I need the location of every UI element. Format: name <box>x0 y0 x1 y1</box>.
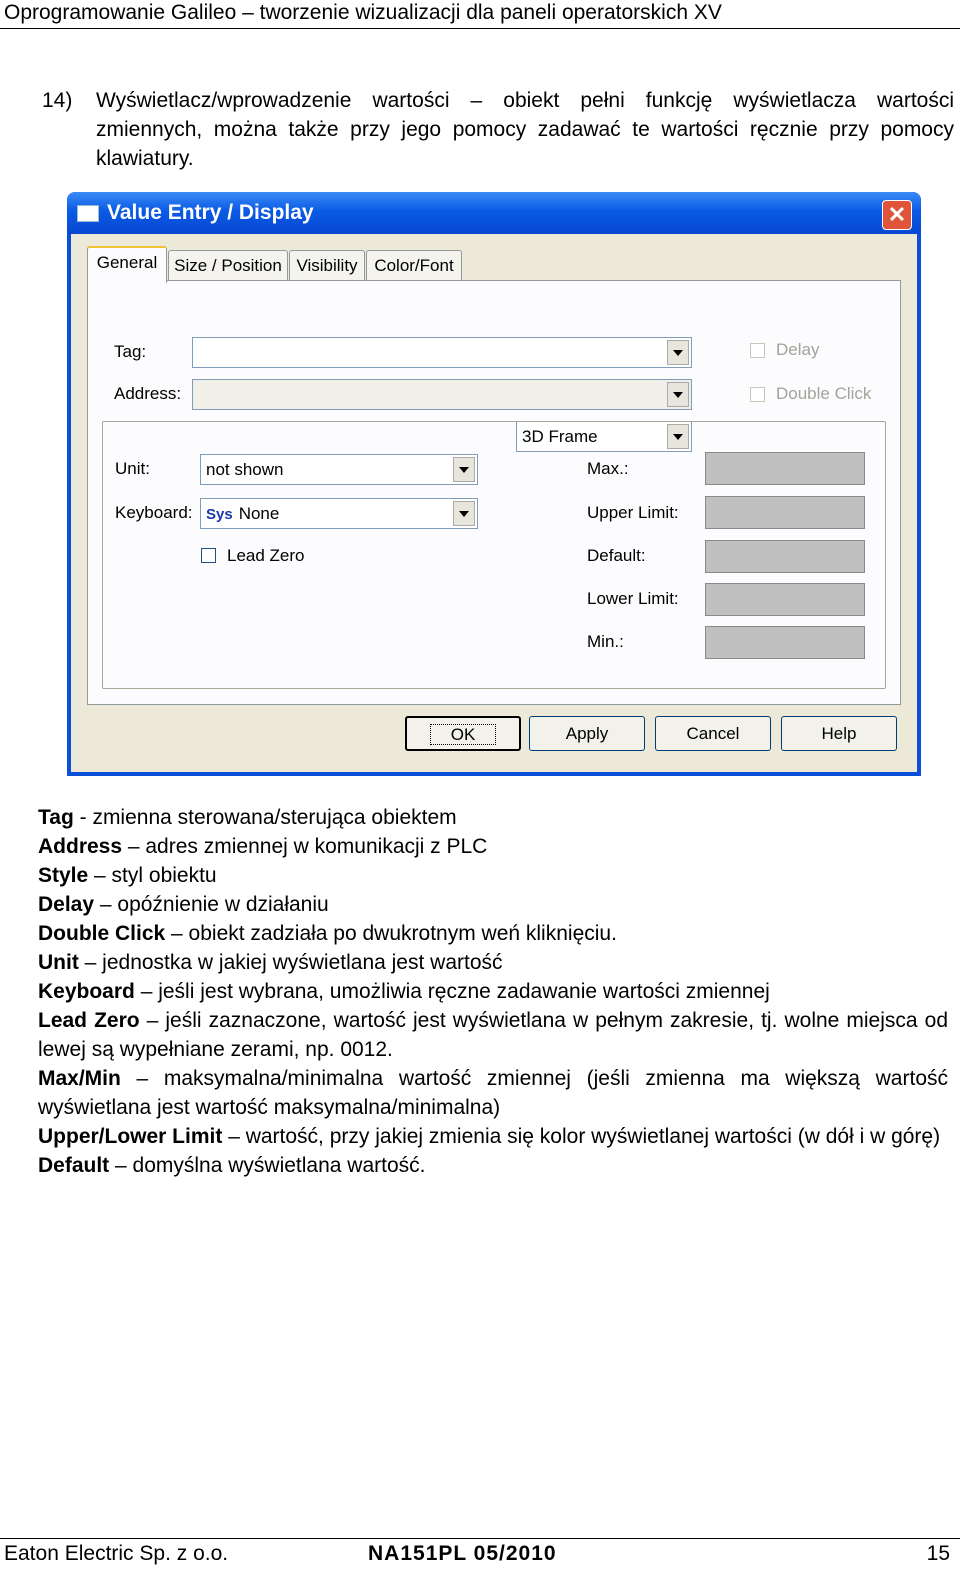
max-label: Max.: <box>587 459 629 478</box>
desc-item: Max/Min – maksymalna/minimalna wartość zmiennej (jeśli zmienna ma większą wartość wyświetlana jest wartość maksymalna/minimalna) <box>38 1067 948 1119</box>
desc-item: Style – styl obiektu <box>38 864 217 887</box>
apply-button[interactable]: Apply <box>529 716 645 751</box>
value-group <box>102 421 886 689</box>
keyboard-label: Keyboard: <box>115 503 193 522</box>
delay-label: Delay <box>776 340 820 359</box>
dialog-client <box>71 234 917 772</box>
upper-limit-label: Upper Limit: <box>587 503 679 522</box>
delay-checkbox[interactable] <box>750 343 765 358</box>
page-number: 15 <box>926 1542 950 1565</box>
cancel-button[interactable]: Cancel <box>655 716 771 751</box>
dialog-title: Value Entry / Display <box>107 201 314 224</box>
default-label: Default: <box>587 546 646 565</box>
page-footer <box>0 1538 960 1585</box>
min-field[interactable] <box>705 626 865 659</box>
unit-combo[interactable] <box>200 454 478 485</box>
desc-item: Delay – opóźnienie w działaniu <box>38 893 329 916</box>
page-header <box>0 0 960 29</box>
intro-text: Wyświetlacz/wprowadzenie wartości – obiekt pełni funkcję wyświetlacza wartości zmiennych, można także przy jego pomocy zadawać te wartości ręcznie przy pomocy klawiatury. <box>96 89 954 170</box>
double-click-checkbox[interactable] <box>750 387 765 402</box>
desc-item: Tag - zmienna sterowana/sterująca obiektem <box>38 806 457 829</box>
desc-item: Default – domyślna wyświetlana wartość. <box>38 1154 426 1177</box>
unit-value: not shown <box>206 460 284 479</box>
footer-company: Eaton Electric Sp. z o.o. <box>4 1542 229 1565</box>
tab-general[interactable]: General <box>87 246 167 283</box>
footer-code: NA151PL 05/2010 <box>368 1542 557 1565</box>
desc-item: Unit – jednostka w jakiej wyświetlana jest wartość <box>38 951 503 974</box>
dialog-titlebar[interactable] <box>67 192 921 234</box>
desc-item: Address – adres zmiennej w komunikacji z PLC <box>38 835 488 858</box>
value-entry-dialog <box>67 192 921 776</box>
default-field[interactable] <box>705 540 865 573</box>
lead-zero-label: Lead Zero <box>227 546 305 565</box>
keyboard-value <box>206 503 279 526</box>
chevron-down-icon[interactable] <box>667 382 689 407</box>
double-click-label: Double Click <box>776 384 872 403</box>
chevron-down-icon[interactable] <box>667 340 689 365</box>
address-label: Address: <box>114 384 182 403</box>
address-combo[interactable] <box>192 379 692 410</box>
tab-visibility[interactable]: Visibility <box>289 250 365 281</box>
tab-size-position[interactable]: Size / Position <box>168 250 288 281</box>
lead-zero-checkbox[interactable] <box>201 548 216 563</box>
item-number: 14) <box>42 89 73 112</box>
close-icon[interactable]: ✕ <box>882 200 912 230</box>
style-value: 3D Frame <box>522 427 598 446</box>
desc-item: Upper/Lower Limit – wartość, przy jakiej zmienia się kolor wyświetlanej wartości (w dół i w górę) <box>38 1125 941 1148</box>
desc-item: Keyboard – jeśli jest wybrana, umożliwia ręczne zadawanie wartości zmiennej <box>38 980 770 1003</box>
desc-item: Lead Zero – jeśli zaznaczone, wartość jest wyświetlana w pełnym zakresie, tj. wolne miejsca od lewej są wypełniane zerami, np. 0012. <box>38 1009 949 1061</box>
ok-button[interactable] <box>405 716 521 751</box>
keyboard-value-text: None <box>238 504 280 523</box>
tag-combo[interactable] <box>192 337 692 368</box>
keyboard-combo[interactable] <box>200 498 478 529</box>
min-label: Min.: <box>587 632 624 651</box>
desc-item: Double Click – obiekt zadziała po dwukrotnym weń kliknięciu. <box>38 922 617 945</box>
tag-label: Tag: <box>114 342 147 361</box>
max-field[interactable] <box>705 452 865 485</box>
lower-limit-label: Lower Limit: <box>587 589 679 608</box>
upper-limit-field[interactable] <box>705 496 865 529</box>
unit-label: Unit: <box>115 459 150 478</box>
ok-label: OK <box>430 724 497 745</box>
general-panel <box>87 280 901 705</box>
chevron-down-icon[interactable] <box>453 457 475 482</box>
sys-icon: Sys <box>206 506 233 523</box>
lower-limit-field[interactable] <box>705 583 865 616</box>
intro-paragraph <box>42 86 954 173</box>
window-icon <box>77 205 99 222</box>
help-button[interactable]: Help <box>781 716 897 751</box>
header-title: Oprogramowanie Galileo – tworzenie wizualizacji dla paneli operatorskich XV <box>4 1 722 24</box>
tab-color-font[interactable]: Color/Font <box>366 250 462 281</box>
field-descriptions <box>38 803 948 1180</box>
chevron-down-icon[interactable] <box>453 501 475 526</box>
